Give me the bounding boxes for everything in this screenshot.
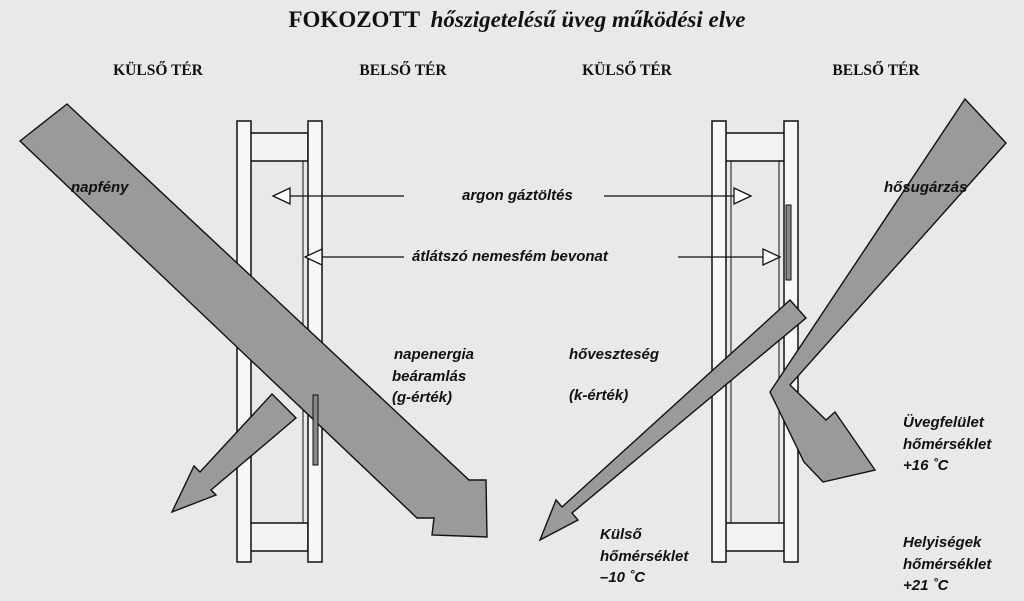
label-outside-temp-2: hőmérséklet	[600, 548, 689, 565]
label-outside-temp-1: Külső	[600, 526, 642, 543]
label-outside-temp-3: –10 ˚C	[600, 569, 646, 586]
left-top-spacer	[250, 133, 308, 161]
heading-left-inside: BELSŐ TÉR	[359, 62, 447, 79]
right-bottom-spacer	[725, 523, 785, 551]
left-bottom-spacer	[250, 523, 308, 551]
right-inner-pane	[784, 121, 798, 562]
heading-right-outside: KÜLSŐ TÉR	[582, 62, 672, 79]
label-room-temp-3: +21 ˚C	[903, 577, 949, 594]
solar-gain-reflect-arrow	[172, 394, 296, 512]
heading-left-outside: KÜLSŐ TÉR	[113, 62, 203, 79]
diagram-title	[288, 7, 745, 32]
title-part1: FOKOZOTT	[288, 7, 421, 32]
label-argon: argon gáztöltés	[462, 187, 573, 204]
label-surface-temp-3: +16 ˚C	[903, 457, 949, 474]
argon-pointer-left-head	[273, 188, 290, 204]
sunlight-arrow	[20, 104, 487, 537]
label-room-temp-2: hőmérséklet	[903, 556, 992, 573]
coating-pointer-right-head	[763, 249, 780, 265]
label-sunlight: napfény	[71, 179, 129, 196]
label-solar-gain-3: (g-érték)	[392, 389, 453, 406]
label-solar-gain-1: napenergia	[394, 346, 475, 363]
right-outer-pane	[712, 121, 726, 562]
heat-loss-arrow	[540, 300, 806, 540]
label-room-temp-1: Helyiségek	[903, 534, 982, 551]
label-heat-loss-1: hőveszteség	[569, 346, 660, 363]
title-part2: hőszigetelésű üveg működési elve	[430, 7, 746, 32]
right-top-spacer	[725, 133, 785, 161]
label-heat-loss-2: (k-érték)	[569, 387, 629, 404]
argon-pointer-right-head	[734, 188, 751, 204]
heading-right-inside: BELSŐ TÉR	[832, 62, 920, 79]
label-coating: átlátszó nemesfém bevonat	[412, 248, 608, 265]
label-surface-temp-1: Üvegfelület	[903, 414, 984, 431]
label-thermal-radiation: hősugárzás	[884, 179, 968, 196]
label-solar-gain-2: beáramlás	[392, 368, 467, 385]
left-coating-strip	[313, 395, 318, 465]
label-surface-temp-2: hőmérséklet	[903, 436, 992, 453]
right-coating-strip	[786, 205, 791, 280]
